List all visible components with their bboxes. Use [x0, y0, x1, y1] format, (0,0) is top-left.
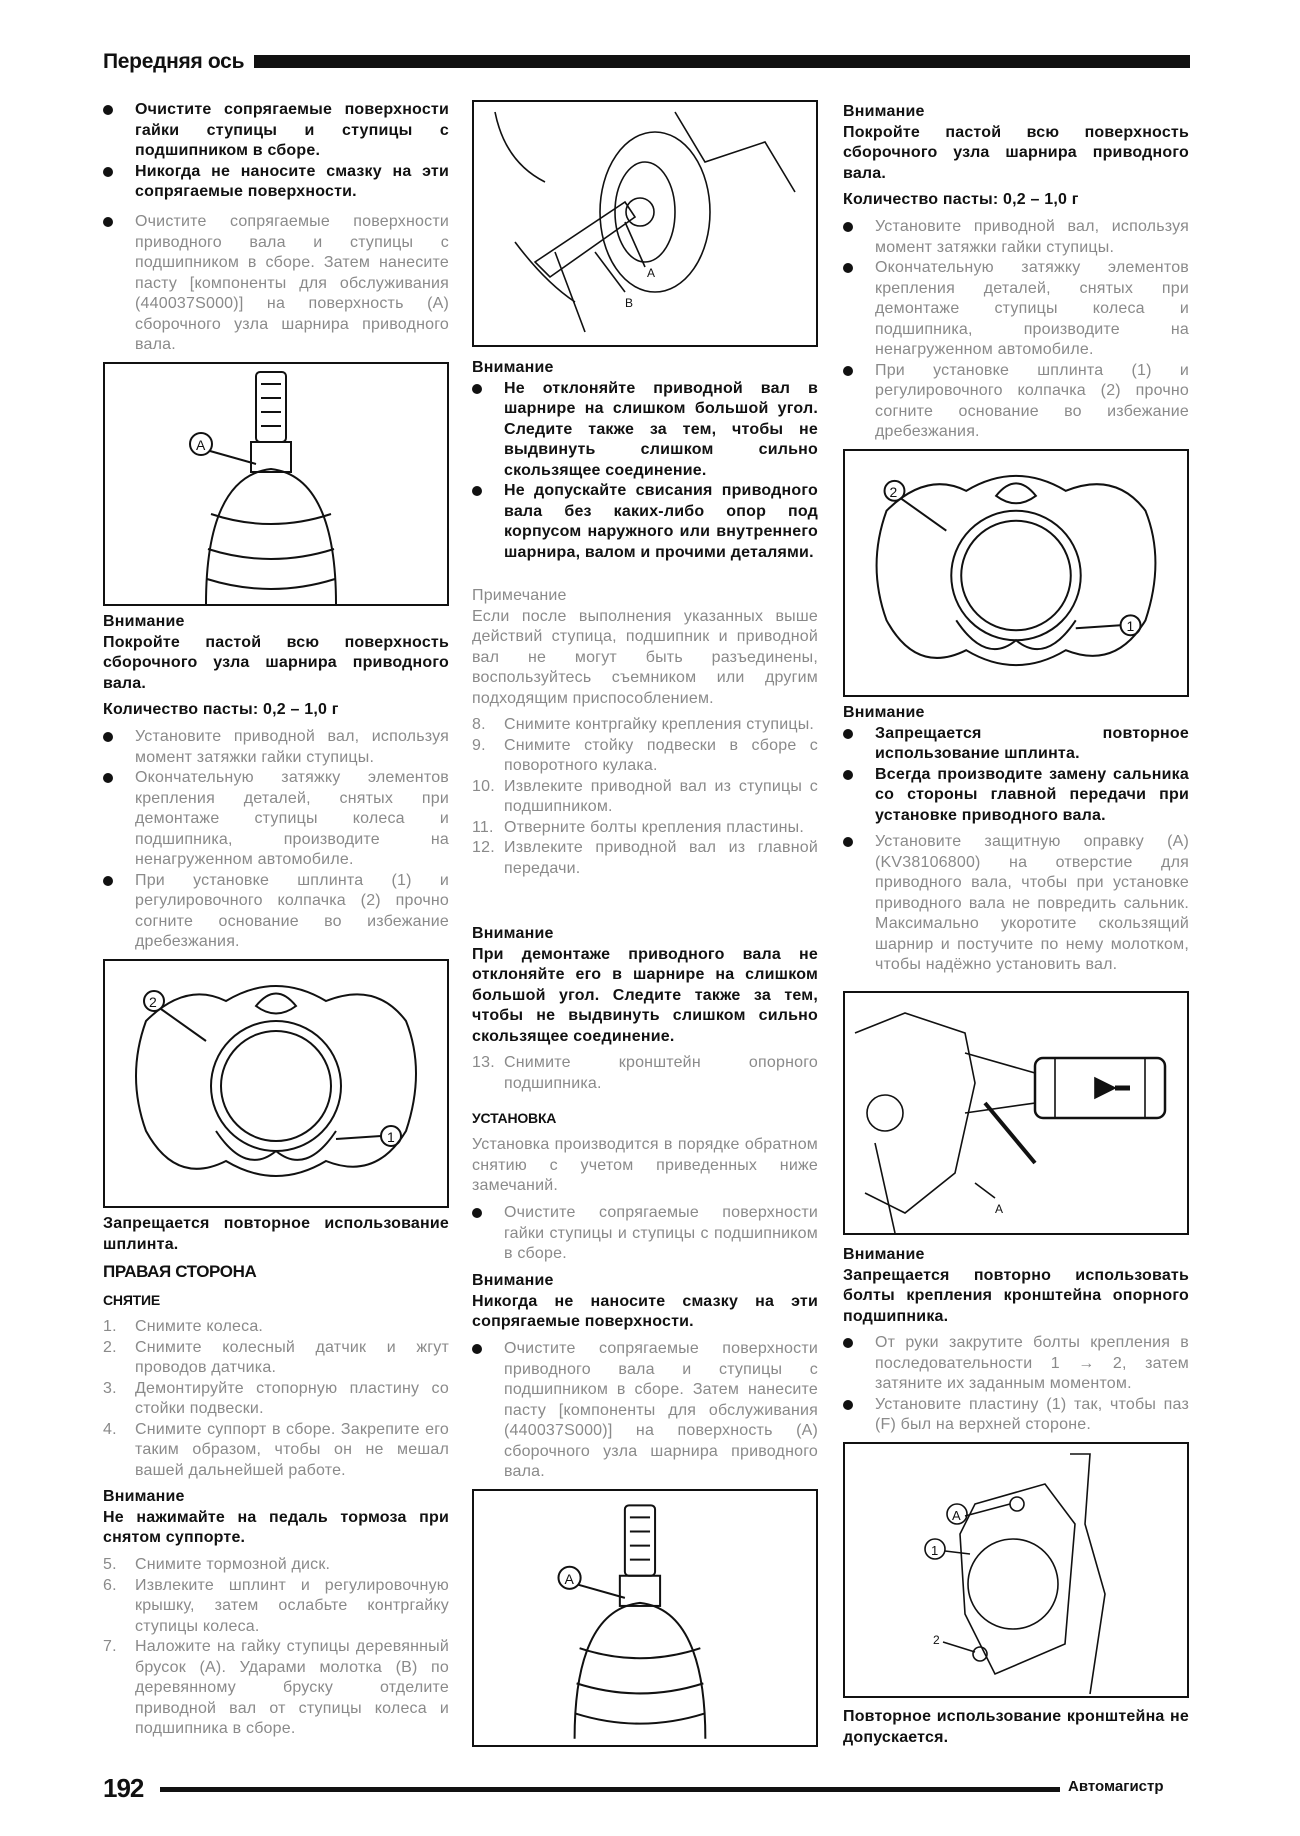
bullet-icon: [103, 162, 113, 184]
subheading-text: СНЯТИЕ: [103, 1292, 161, 1308]
item-text: Отверните болты крепления пластины.: [504, 818, 804, 836]
bullet-dot-icon: [843, 263, 853, 273]
bullet-dot-icon: [843, 366, 853, 376]
bullet-dot-icon: [843, 729, 853, 739]
attention-title: Внимание: [843, 1246, 925, 1263]
split-pin-illustration: [845, 451, 1187, 695]
attention-text: Запрещается повторно использовать болты крепления кронштейна опорного подшипника.: [843, 1266, 1189, 1325]
figure-hub: [472, 100, 818, 347]
figure-split-pin: [103, 959, 449, 1208]
svg-text:A: A: [995, 1202, 1004, 1216]
numbered-list: [103, 1555, 449, 1740]
item-text: Извлеките приводной вал из главной передачи.: [504, 839, 818, 877]
attention-title: Внимание: [472, 359, 554, 376]
bullet-dot-icon: [843, 1400, 853, 1410]
item-text: Очистите сопрягаемые поверхности приводного вала и ступицы с подшипником в сборе. Затем нанесите пасту [компоненты для обслуживания (440037S000)] на поверхность (A) сборочного узла шарнира приводного вала.: [504, 1340, 818, 1480]
paragraph-text: Количество пасты: 0,2 – 1,0 г: [843, 191, 1079, 208]
bullet-item: [103, 162, 449, 203]
bullet-item: [103, 871, 449, 953]
bullet-dot-icon: [472, 1208, 482, 1218]
item-number: 11.: [472, 818, 494, 836]
item-number: 5.: [103, 1556, 117, 1573]
subsection-heading: [472, 1108, 818, 1129]
item-text: Установите пластину (1) так, чтобы паз (F) был на верхней стороне.: [875, 1395, 1189, 1433]
bullet-item: [103, 768, 449, 871]
footer-rule: [160, 1787, 1060, 1792]
paragraph: [103, 1214, 449, 1255]
bullet-list: [103, 100, 449, 203]
attention-title: Внимание: [103, 1488, 185, 1505]
bullet-list: [843, 217, 1189, 443]
paragraph-text: Установка производится в порядке обратном снятию с учетом приведенных ниже замечаний.: [472, 1136, 818, 1194]
item-number: 6.: [103, 1576, 117, 1594]
item-text: При установке шплинта (1) и регулировочного колпачка (2) прочно согните основание во избежание дребезжания.: [135, 871, 449, 950]
item-text: Снимите суппорт в сборе. Закрепите его таким образом, чтобы он не мешал вашей дальнейшей работе.: [135, 1420, 449, 1479]
numbered-item: [472, 818, 818, 839]
svg-text:2: 2: [889, 483, 898, 500]
bullet-icon: [843, 1395, 853, 1417]
heading-text: ПРАВАЯ СТОРОНА: [103, 1262, 257, 1281]
item-text: Снимите кронштейн опорного подшипника.: [504, 1054, 818, 1092]
subsection-heading: [103, 1290, 449, 1311]
paragraph: [843, 1707, 1189, 1748]
bullet-dot-icon: [472, 486, 482, 496]
svg-text:1: 1: [931, 1543, 939, 1558]
item-text: Извлеките приводной вал из ступицы с подшипником.: [504, 777, 818, 815]
item-text: Извлеките шплинт и регулировочную крышку, затем ослабьте контргайку ступицы колеса.: [135, 1576, 449, 1635]
attention-note: [472, 1271, 818, 1333]
bullet-icon: [103, 727, 113, 749]
bullet-icon: [472, 379, 482, 401]
item-text: Не допускайте свисания приводного вала без каких-либо опор под корпусом наружного или внутреннего шарнира, валом и прочими деталями.: [504, 482, 818, 561]
footer-brand: Автомагистр: [1068, 1778, 1164, 1795]
item-text: Не отклоняйте приводной вал в шарнире на слишком большой угол. Следите также за тем, чтобы не выдвинуть слишком сильно скользящее соединение.: [504, 379, 818, 479]
figure-split-pin: [843, 449, 1189, 697]
numbered-item: [103, 1420, 449, 1482]
note: [472, 586, 818, 709]
item-text: Снимите контргайку крепления ступицы.: [504, 716, 815, 733]
item-text: Снимите стойку подвески в сборе с поворотного кулака.: [504, 736, 818, 774]
attention-title: Внимание: [472, 925, 554, 942]
svg-text:2: 2: [149, 994, 157, 1010]
attention-text: Никогда не наносите смазку на эти сопрягаемые поверхности.: [472, 1292, 818, 1330]
svg-text:A: A: [564, 1570, 574, 1587]
svg-text:2: 2: [933, 1633, 940, 1647]
attention-note: [472, 924, 818, 1047]
bullet-item: [843, 724, 1189, 765]
bullet-item: [843, 361, 1189, 443]
bullet-icon: [103, 768, 113, 790]
header-rule: [254, 55, 1190, 68]
bullet-icon: [103, 871, 113, 893]
bullet-icon: [843, 724, 853, 746]
bullet-icon: [103, 100, 113, 122]
svg-text:A: A: [952, 1508, 961, 1523]
numbered-item: [472, 715, 818, 736]
item-text: При установке шплинта (1) и регулировочного колпачка (2) прочно согните основание во избежание дребезжания.: [875, 361, 1189, 440]
attention-title: Внимание: [843, 103, 925, 120]
paragraph-text: Повторное использование кронштейна не допускается.: [843, 1708, 1189, 1746]
figure-bracket: [843, 1442, 1189, 1698]
bullet-icon: [843, 1333, 853, 1355]
numbered-item: [103, 1555, 449, 1576]
item-text: Окончательную затяжку элементов крепления деталей, снятых при демонтаже ступицы колеса и подшипника, производите на ненагруженном автомобиле.: [135, 769, 449, 868]
bullet-list: [103, 212, 449, 356]
item-number: 8.: [472, 716, 486, 733]
item-number: 4.: [103, 1420, 117, 1438]
item-number: 1.: [103, 1318, 117, 1335]
attention-note: [843, 1245, 1189, 1327]
page-number: 192: [103, 1773, 144, 1803]
numbered-item: [103, 1379, 449, 1420]
cv-joint-illustration: [474, 1491, 816, 1745]
bullet-item: [472, 1203, 818, 1265]
numbered-item: [103, 1637, 449, 1740]
bullet-dot-icon: [103, 217, 113, 227]
item-text: Установите приводной вал, используя момент затяжки гайки ступицы.: [875, 218, 1189, 256]
numbered-list: [103, 1317, 449, 1481]
numbered-list: [472, 715, 818, 879]
item-number: 7.: [103, 1638, 117, 1655]
bullet-icon: [843, 765, 853, 787]
bullet-dot-icon: [472, 1344, 482, 1354]
bullet-item: [472, 379, 818, 482]
item-text: Никогда не наносите смазку на эти сопрягаемые поверхности.: [135, 162, 449, 200]
numbered-list: [472, 1053, 818, 1094]
item-text: Демонтируйте стопорную пластину со стойки подвески.: [135, 1379, 449, 1417]
bullet-item: [472, 481, 818, 563]
bullet-dot-icon: [843, 222, 853, 232]
attention-title: Внимание: [843, 704, 925, 721]
bullet-dot-icon: [843, 1338, 853, 1348]
attention-note: [103, 1487, 449, 1549]
section-title: Передняя ось: [103, 50, 245, 73]
bullet-item: [843, 1395, 1189, 1436]
bullet-item: [103, 100, 449, 162]
bullet-list: [843, 1333, 1189, 1436]
item-number: 13.: [472, 1054, 495, 1071]
paragraph-text: Количество пасты: 0,2 – 1,0 г: [103, 701, 339, 718]
note-text: Если после выполнения указанных выше действий ступица, подшипник и приводной вал не могут быть разъединены, воспользуйтесь съемником или другим подходящим приспособлением.: [472, 607, 818, 707]
bullet-item: [103, 212, 449, 356]
paragraph: [103, 700, 449, 721]
bullet-dot-icon: [103, 773, 113, 783]
item-number: 2.: [103, 1338, 117, 1356]
numbered-item: [103, 1317, 449, 1338]
hub-illustration: [474, 102, 816, 345]
attention-note: [843, 703, 1189, 826]
attention-text: Покройте пастой всю поверхность сборочного узла шарнира приводного вала.: [843, 123, 1189, 182]
item-text: Очистите сопрягаемые поверхности приводного вала и ступицы с подшипником в сборе. Затем нанесите пасту [компоненты для обслуживания (440037S000)] на поверхность (A) сборочного узла шарнира приводного вала.: [135, 213, 449, 353]
bullet-list: [103, 727, 449, 953]
bullet-item: [843, 1333, 1189, 1395]
paragraph: [843, 190, 1189, 211]
bullet-list: [843, 832, 1189, 976]
bullet-dot-icon: [843, 770, 853, 780]
bullet-item: [472, 1339, 818, 1483]
item-number: 9.: [472, 736, 486, 754]
bullet-dot-icon: [843, 837, 853, 847]
paragraph: [472, 1135, 818, 1197]
bullet-icon: [472, 481, 482, 503]
bullet-icon: [472, 1339, 482, 1361]
item-text: Очистите сопрягаемые поверхности гайки ступицы и ступицы с подшипником в сборе.: [135, 101, 449, 159]
attention-note: [103, 612, 449, 694]
figure-cv-joint: [103, 362, 449, 606]
bullet-icon: [843, 361, 853, 383]
figure-cv-joint: [472, 1489, 818, 1747]
item-number: 12.: [472, 839, 495, 856]
bullet-dot-icon: [103, 167, 113, 177]
svg-text:1: 1: [387, 1129, 395, 1145]
bullet-icon: [843, 217, 853, 239]
svg-text:A: A: [196, 437, 206, 453]
numbered-item: [472, 736, 818, 777]
bracket-illustration: [845, 1444, 1187, 1696]
item-text: Снимите колеса.: [135, 1318, 264, 1335]
item-text: Установите защитную оправку (A) (KV38106800) на отверстие для приводного вала, чтобы при установке приводного вала не повредить сальник. Максимально укоротите скользящий шарнир и постучите по нему молотком, чтобы надёжно установить вал.: [875, 833, 1189, 973]
bullet-item: [843, 832, 1189, 976]
bullet-item: [843, 765, 1189, 827]
item-text: Снимите тормозной диск.: [135, 1556, 331, 1573]
attention-note: [843, 102, 1189, 184]
bullet-list: [472, 1339, 818, 1483]
attention-text: При демонтаже приводного вала не отклоняйте его в шарнире на слишком большой угол. Следите также за тем, чтобы не выдвинуть слишком сильно скользящее соединение.: [472, 945, 818, 1045]
numbered-item: [472, 777, 818, 818]
svg-text:A: A: [647, 266, 656, 280]
attention-text: Покройте пастой всю поверхность сборочного узла шарнира приводного вала.: [103, 633, 449, 692]
item-text: Окончательную затяжку элементов крепления деталей, снятых при демонтаже ступицы колеса и подшипника, производите на ненагруженном автомобиле.: [875, 259, 1189, 358]
item-text: Установите приводной вал, используя момент затяжки гайки ступицы.: [135, 728, 449, 766]
item-text: От руки закрутите болты крепления в последовательности 1 → 2, затем затяните их заданным моментом.: [875, 1334, 1189, 1392]
bullet-icon: [843, 258, 853, 280]
numbered-item: [472, 838, 818, 879]
attention-title: Внимание: [103, 613, 185, 630]
bullet-item: [843, 258, 1189, 361]
item-text: Снимите колесный датчик и жгут проводов датчика.: [135, 1338, 449, 1376]
numbered-item: [103, 1338, 449, 1379]
note-title: Примечание: [472, 587, 567, 604]
cv-joint-illustration: [105, 364, 447, 604]
numbered-item: [472, 1053, 818, 1094]
item-text: Запрещается повторное использование шплинта.: [875, 724, 1189, 762]
figure-install: [843, 991, 1189, 1235]
bullet-dot-icon: [472, 384, 482, 394]
bullet-list: [472, 1203, 818, 1265]
attention-title: Внимание: [472, 1272, 554, 1289]
attention-note: [472, 358, 818, 563]
item-text: Всегда производите замену сальника со стороны главной передачи при установке приводного вала.: [875, 765, 1189, 824]
bullet-icon: [843, 832, 853, 854]
bullet-item: [843, 217, 1189, 258]
bullet-dot-icon: [103, 105, 113, 115]
item-text: Очистите сопрягаемые поверхности гайки ступицы и ступицы с подшипником в сборе.: [504, 1204, 818, 1262]
section-heading: [103, 1262, 449, 1283]
bullet-dot-icon: [103, 876, 113, 886]
item-number: 3.: [103, 1379, 117, 1397]
bullet-icon: [103, 212, 113, 234]
svg-text:1: 1: [1126, 618, 1135, 635]
bullet-icon: [472, 1203, 482, 1225]
item-number: 10.: [472, 777, 495, 795]
numbered-item: [103, 1576, 449, 1638]
subheading-text: УСТАНОВКА: [472, 1110, 557, 1126]
install-illustration: [845, 993, 1187, 1233]
attention-text: Не нажимайте на педаль тормоза при снятом суппорте.: [103, 1508, 449, 1546]
bullet-item: [103, 727, 449, 768]
svg-text:B: B: [625, 296, 634, 310]
item-text: Наложите на гайку ступицы деревянный брусок (A). Ударами молотка (B) по деревянному бруску отделите приводной вал от ступицы колеса и подшипника в сборе.: [135, 1638, 449, 1737]
paragraph-text: Запрещается повторное использование шплинта.: [103, 1215, 449, 1253]
bullet-dot-icon: [103, 732, 113, 742]
split-pin-illustration: [105, 961, 447, 1206]
